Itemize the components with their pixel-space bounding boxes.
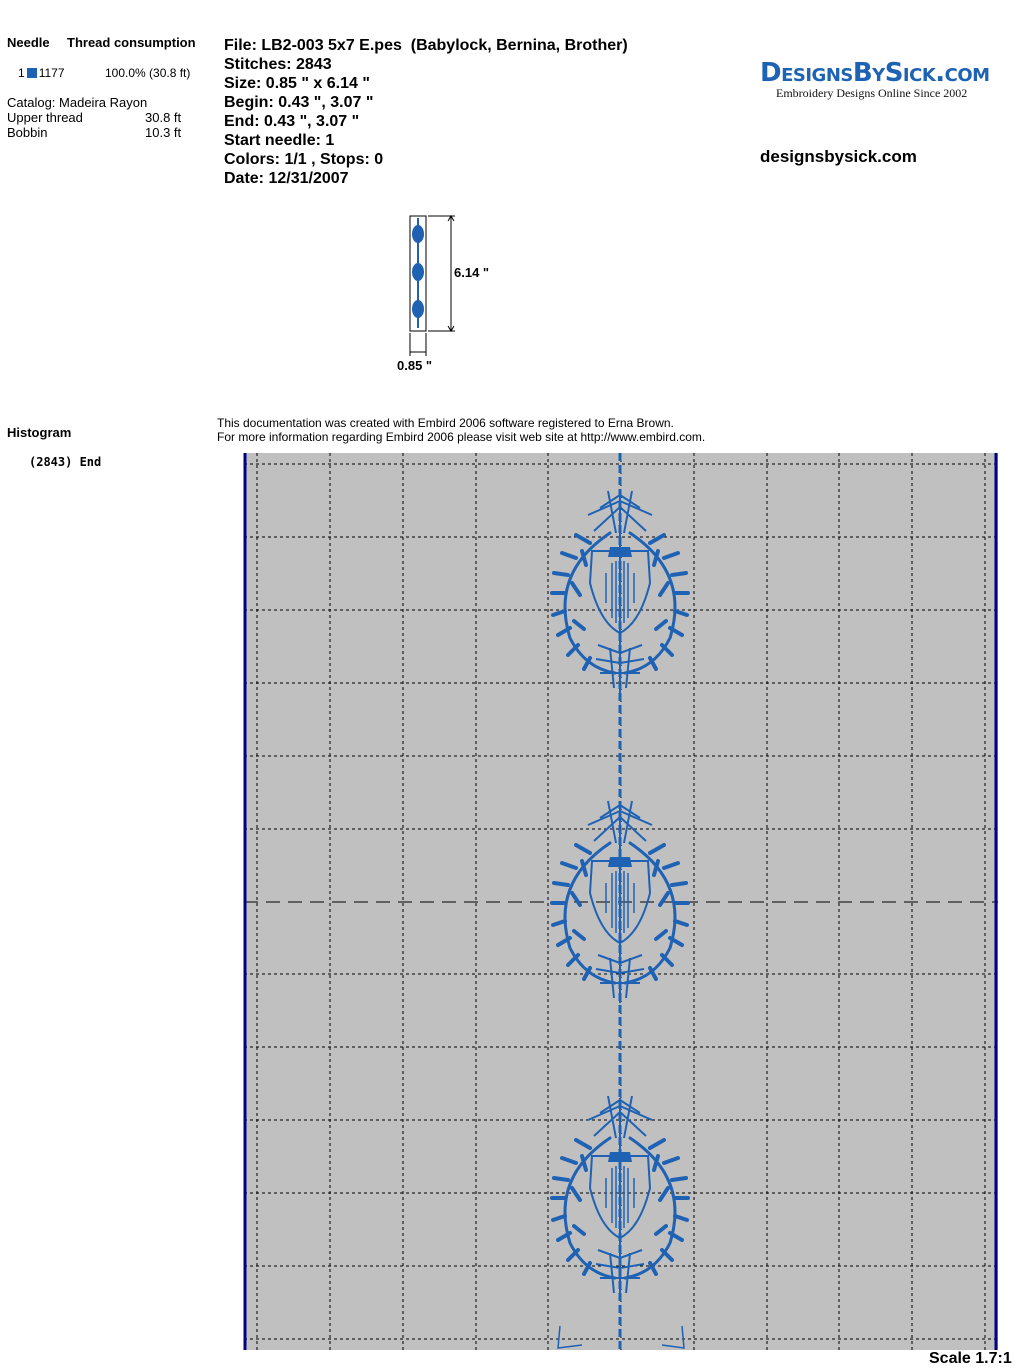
upper-thread-value: 30.8 ft [145, 110, 182, 125]
width-dimension [410, 333, 426, 356]
design-date: Date: 12/31/2007 [224, 170, 349, 187]
credit-line-2: For more information regarding Embird 2006 please visit web site at http://www.embird.com. [217, 430, 706, 444]
logo-tagline: Embroidery Designs Online Since 2002 [776, 86, 968, 100]
needle-column-header: Needle [7, 35, 50, 50]
end-point: End: 0.43 ", 3.07 " [224, 113, 360, 130]
preview-width-label: 0.85 " [397, 358, 433, 373]
colors-stops: Colors: 1/1 , Stops: 0 [224, 151, 384, 168]
credit-line-1: This documentation was created with Embird 2006 software registered to Erna Brown. [217, 416, 674, 430]
preview-height-label: 6.14 " [454, 265, 490, 280]
file-name: File: LB2-003 5x7 E.pes (Babylock, Bernina, Brother) [224, 37, 628, 54]
needle-number: 1 [18, 66, 25, 80]
design-size: Size: 0.85 " x 6.14 " [224, 75, 370, 92]
design-preview [395, 210, 515, 380]
credit-text [217, 416, 705, 444]
bobbin-label: Bobbin [7, 125, 48, 140]
preview-motifs [412, 218, 424, 328]
embroidery-canvas [242, 453, 1002, 1350]
histogram-title: Histogram [7, 425, 72, 440]
catalog-line: Catalog: Madeira Rayon [7, 95, 148, 110]
bobbin-value: 10.3 ft [145, 125, 182, 140]
thread-code: 1177 [38, 66, 65, 80]
brand-logo [760, 58, 1000, 100]
height-dimension [428, 216, 455, 331]
upper-thread-label: Upper thread [7, 110, 83, 125]
start-needle: Start needle: 1 [224, 132, 335, 149]
thread-consumption-header: Thread consumption [67, 35, 196, 50]
histogram-entry: (2843) End [29, 455, 102, 469]
thread-share: 100.0% (30.8 ft) [105, 66, 191, 80]
begin-point: Begin: 0.43 ", 3.07 " [224, 94, 374, 111]
file-info [224, 36, 628, 188]
thread-color-swatch [27, 68, 37, 78]
stitch-count: Stitches: 2843 [224, 56, 332, 73]
website-label: designsbysick.com [760, 147, 917, 166]
needle-row [18, 66, 65, 80]
logo-wordmark: DesignsBySick.com [760, 58, 990, 88]
scale-label: Scale 1.7:1 [929, 1350, 1012, 1367]
